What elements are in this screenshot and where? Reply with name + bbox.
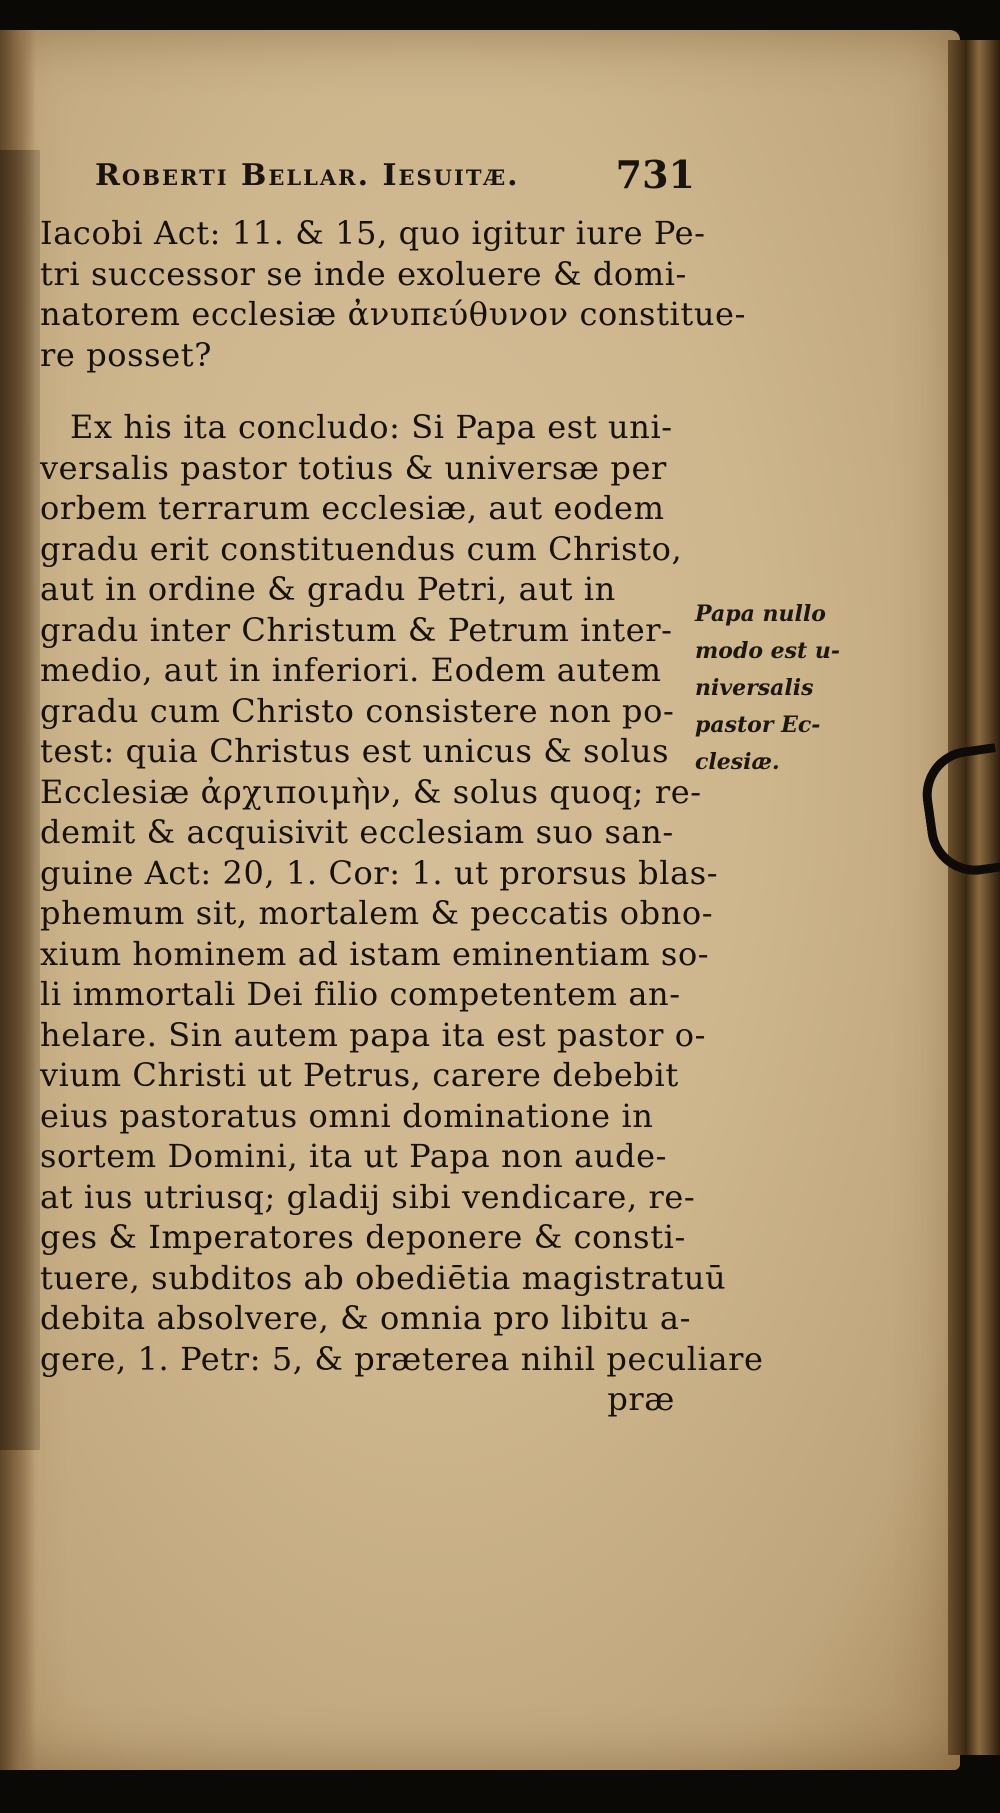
text-line: gere, 1. Petr: 5, & præterea nihil peculiare — [40, 1339, 764, 1378]
text-line: Iacobi Act: 11. & 15, quo igitur iure Pe- — [40, 214, 706, 252]
text-line: Ecclesiæ ἀρχιποιμὴν, & solus quoq; re- — [40, 772, 702, 811]
running-head: Roberti Bellar. Iesuitæ. — [95, 158, 520, 193]
margin-note — [695, 596, 865, 781]
text-line: demit & acquisivit ecclesiam suo san- — [40, 813, 674, 851]
text-line: tri successor se inde exoluere & domi- — [40, 254, 687, 293]
margin-note-line: pastor Ec- — [695, 712, 821, 738]
catchword: præ — [607, 1380, 675, 1418]
margin-note-line: niversalis — [695, 675, 814, 701]
text-line: test: quia Christus est unicus & solus — [40, 732, 670, 770]
book-fore-edge — [948, 40, 1000, 1755]
text-line: versalis pastor totius & universæ per — [40, 448, 667, 487]
text-line: gradu inter Christum & Petrum inter- — [40, 610, 673, 649]
text-line: ges & Imperatores deponere & consti- — [40, 1218, 686, 1256]
text-line: gradu cum Christo consistere non po- — [40, 691, 675, 730]
ink-bleed-through — [0, 150, 40, 1450]
paragraph-start-line: Ex his ita concludo: Si Papa est uni- — [70, 408, 673, 446]
text-line: aut in ordine & gradu Petri, aut in — [40, 570, 616, 608]
text-line: guine Act: 20, 1. Cor: 1. ut prorsus blas- — [40, 853, 719, 892]
text-line: li immortali Dei filio competentem an- — [40, 975, 681, 1013]
text-line: vium Christi ut Petrus, carere debebit — [40, 1056, 679, 1094]
text-line: natorem ecclesiæ ἀνυπεύθυνον constitue- — [40, 295, 746, 333]
text-line: phemum sit, mortalem & peccatis obno- — [40, 894, 714, 932]
text-line: sortem Domini, ita ut Papa non aude- — [40, 1137, 668, 1175]
margin-note-line: modo est u- — [695, 638, 840, 664]
text-line: at ius utriusq; gladij sibi vendicare, re- — [40, 1177, 696, 1216]
text-line: helare. Sin autem papa ita est pastor o- — [40, 1015, 707, 1054]
text-line: gradu erit constituendus cum Christo, — [40, 529, 683, 568]
margin-note-line: Papa nullo — [695, 601, 826, 627]
text-line: orbem terrarum ecclesiæ, aut eodem — [40, 489, 665, 527]
margin-note-line: clesiæ. — [695, 749, 780, 775]
text-line: tuere, subditos ab obediētia magistratuū — [40, 1258, 727, 1297]
page-header — [95, 150, 695, 200]
page-number: 731 — [615, 152, 695, 197]
text-line: re posset? — [40, 335, 212, 374]
text-line: medio, aut in inferiori. Eodem autem — [40, 651, 662, 689]
text-line: eius pastoratus omni dominatione in — [40, 1096, 654, 1135]
text-line: debita absolvere, & omnia pro libitu a- — [40, 1299, 692, 1337]
text-line: xium hominem ad istam eminentiam so- — [40, 934, 710, 973]
